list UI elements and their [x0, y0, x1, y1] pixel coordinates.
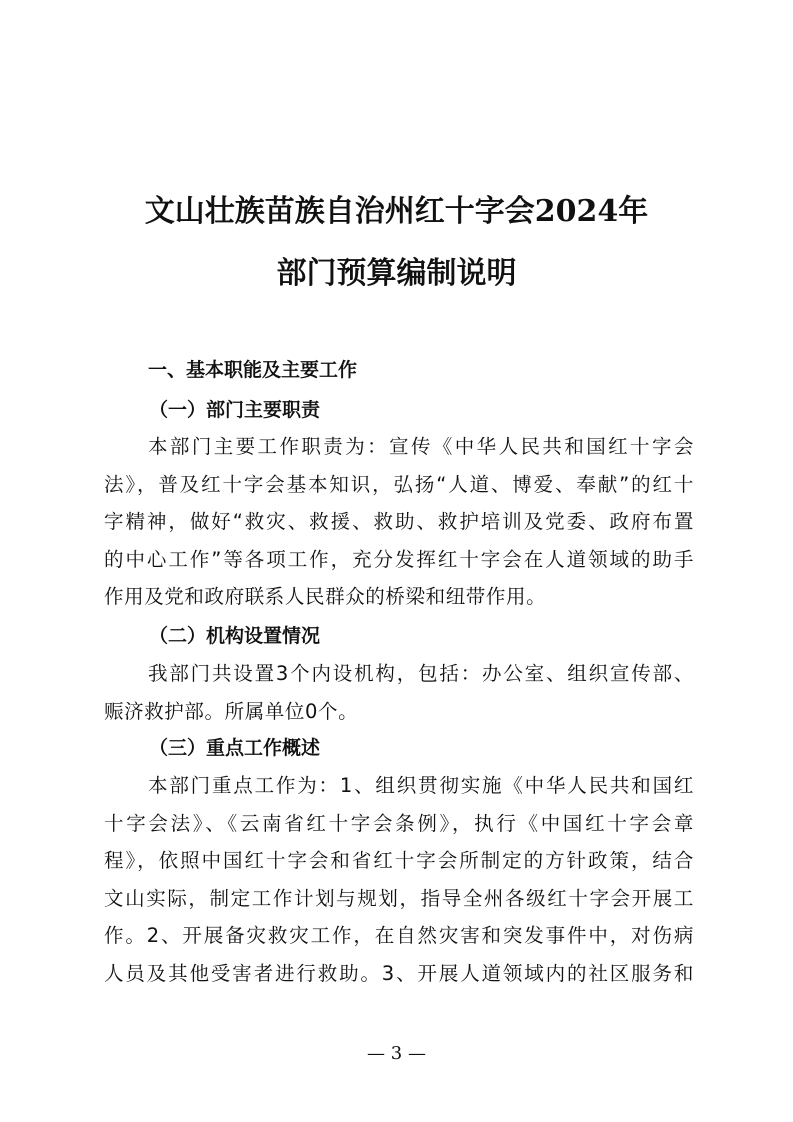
paragraph-main-duties: [104, 428, 694, 616]
page-number: — 3 —: [367, 1043, 426, 1064]
paragraph-line: 法》，普及红十字会基本知识，弘扬“人道、博爱、奉献”的红十: [104, 472, 694, 496]
paragraph-key-work: [104, 767, 694, 992]
paragraph-organization: [104, 655, 694, 730]
paragraph-line: 的中心工作”等各项工作，充分发挥红十字会在人道领域的助手: [104, 547, 694, 571]
document-title-line-1: 文山壮族苗族自治州红十字会2024年: [144, 194, 649, 229]
paragraph-line: 本部门主要工作职责为：宣传《中华人民共和国红十字会: [148, 435, 694, 458]
paragraph-line: 程》，依照中国红十字会和省红十字会所制定的方针政策，结合: [104, 849, 694, 872]
paragraph-line: 赈济救护部。所属单位0个。: [104, 699, 359, 723]
paragraph-line: 我部门共设置3个内设机构，包括：办公室、组织宣传部、: [148, 662, 694, 685]
section-heading-basic-functions: 一、基本职能及主要工作: [148, 359, 358, 381]
paragraph-line: 作用及党和政府联系人民群众的桥梁和纽带作用。: [104, 585, 547, 608]
subsection-heading-key-work: （三）重点工作概述: [149, 737, 321, 759]
document-title-line-2: 部门预算编制说明: [276, 256, 517, 291]
subsection-heading-main-duties: （一）部门主要职责: [149, 399, 321, 421]
paragraph-line: 人员及其他受害者进行救助。3、开展人道领域内的社区服务和: [104, 961, 694, 985]
paragraph-line: 文山实际，制定工作计划与规划，指导全州各级红十字会开展工: [104, 886, 694, 910]
paragraph-line: 作。2、开展备灾救灾工作，在自然灾害和突发事件中，对伤病: [104, 924, 694, 947]
paragraph-line: 本部门重点工作为：1、组织贯彻实施《中华人民共和国红: [148, 774, 694, 797]
subsection-heading-organization: （二）机构设置情况: [149, 625, 321, 647]
paragraph-line: 十字会法》、《云南省红十字会条例》，执行《中国红十字会章: [104, 811, 694, 835]
paragraph-line: 字精神，做好“救灾、救援、救助、救护培训及党委、政府布置: [104, 510, 694, 533]
